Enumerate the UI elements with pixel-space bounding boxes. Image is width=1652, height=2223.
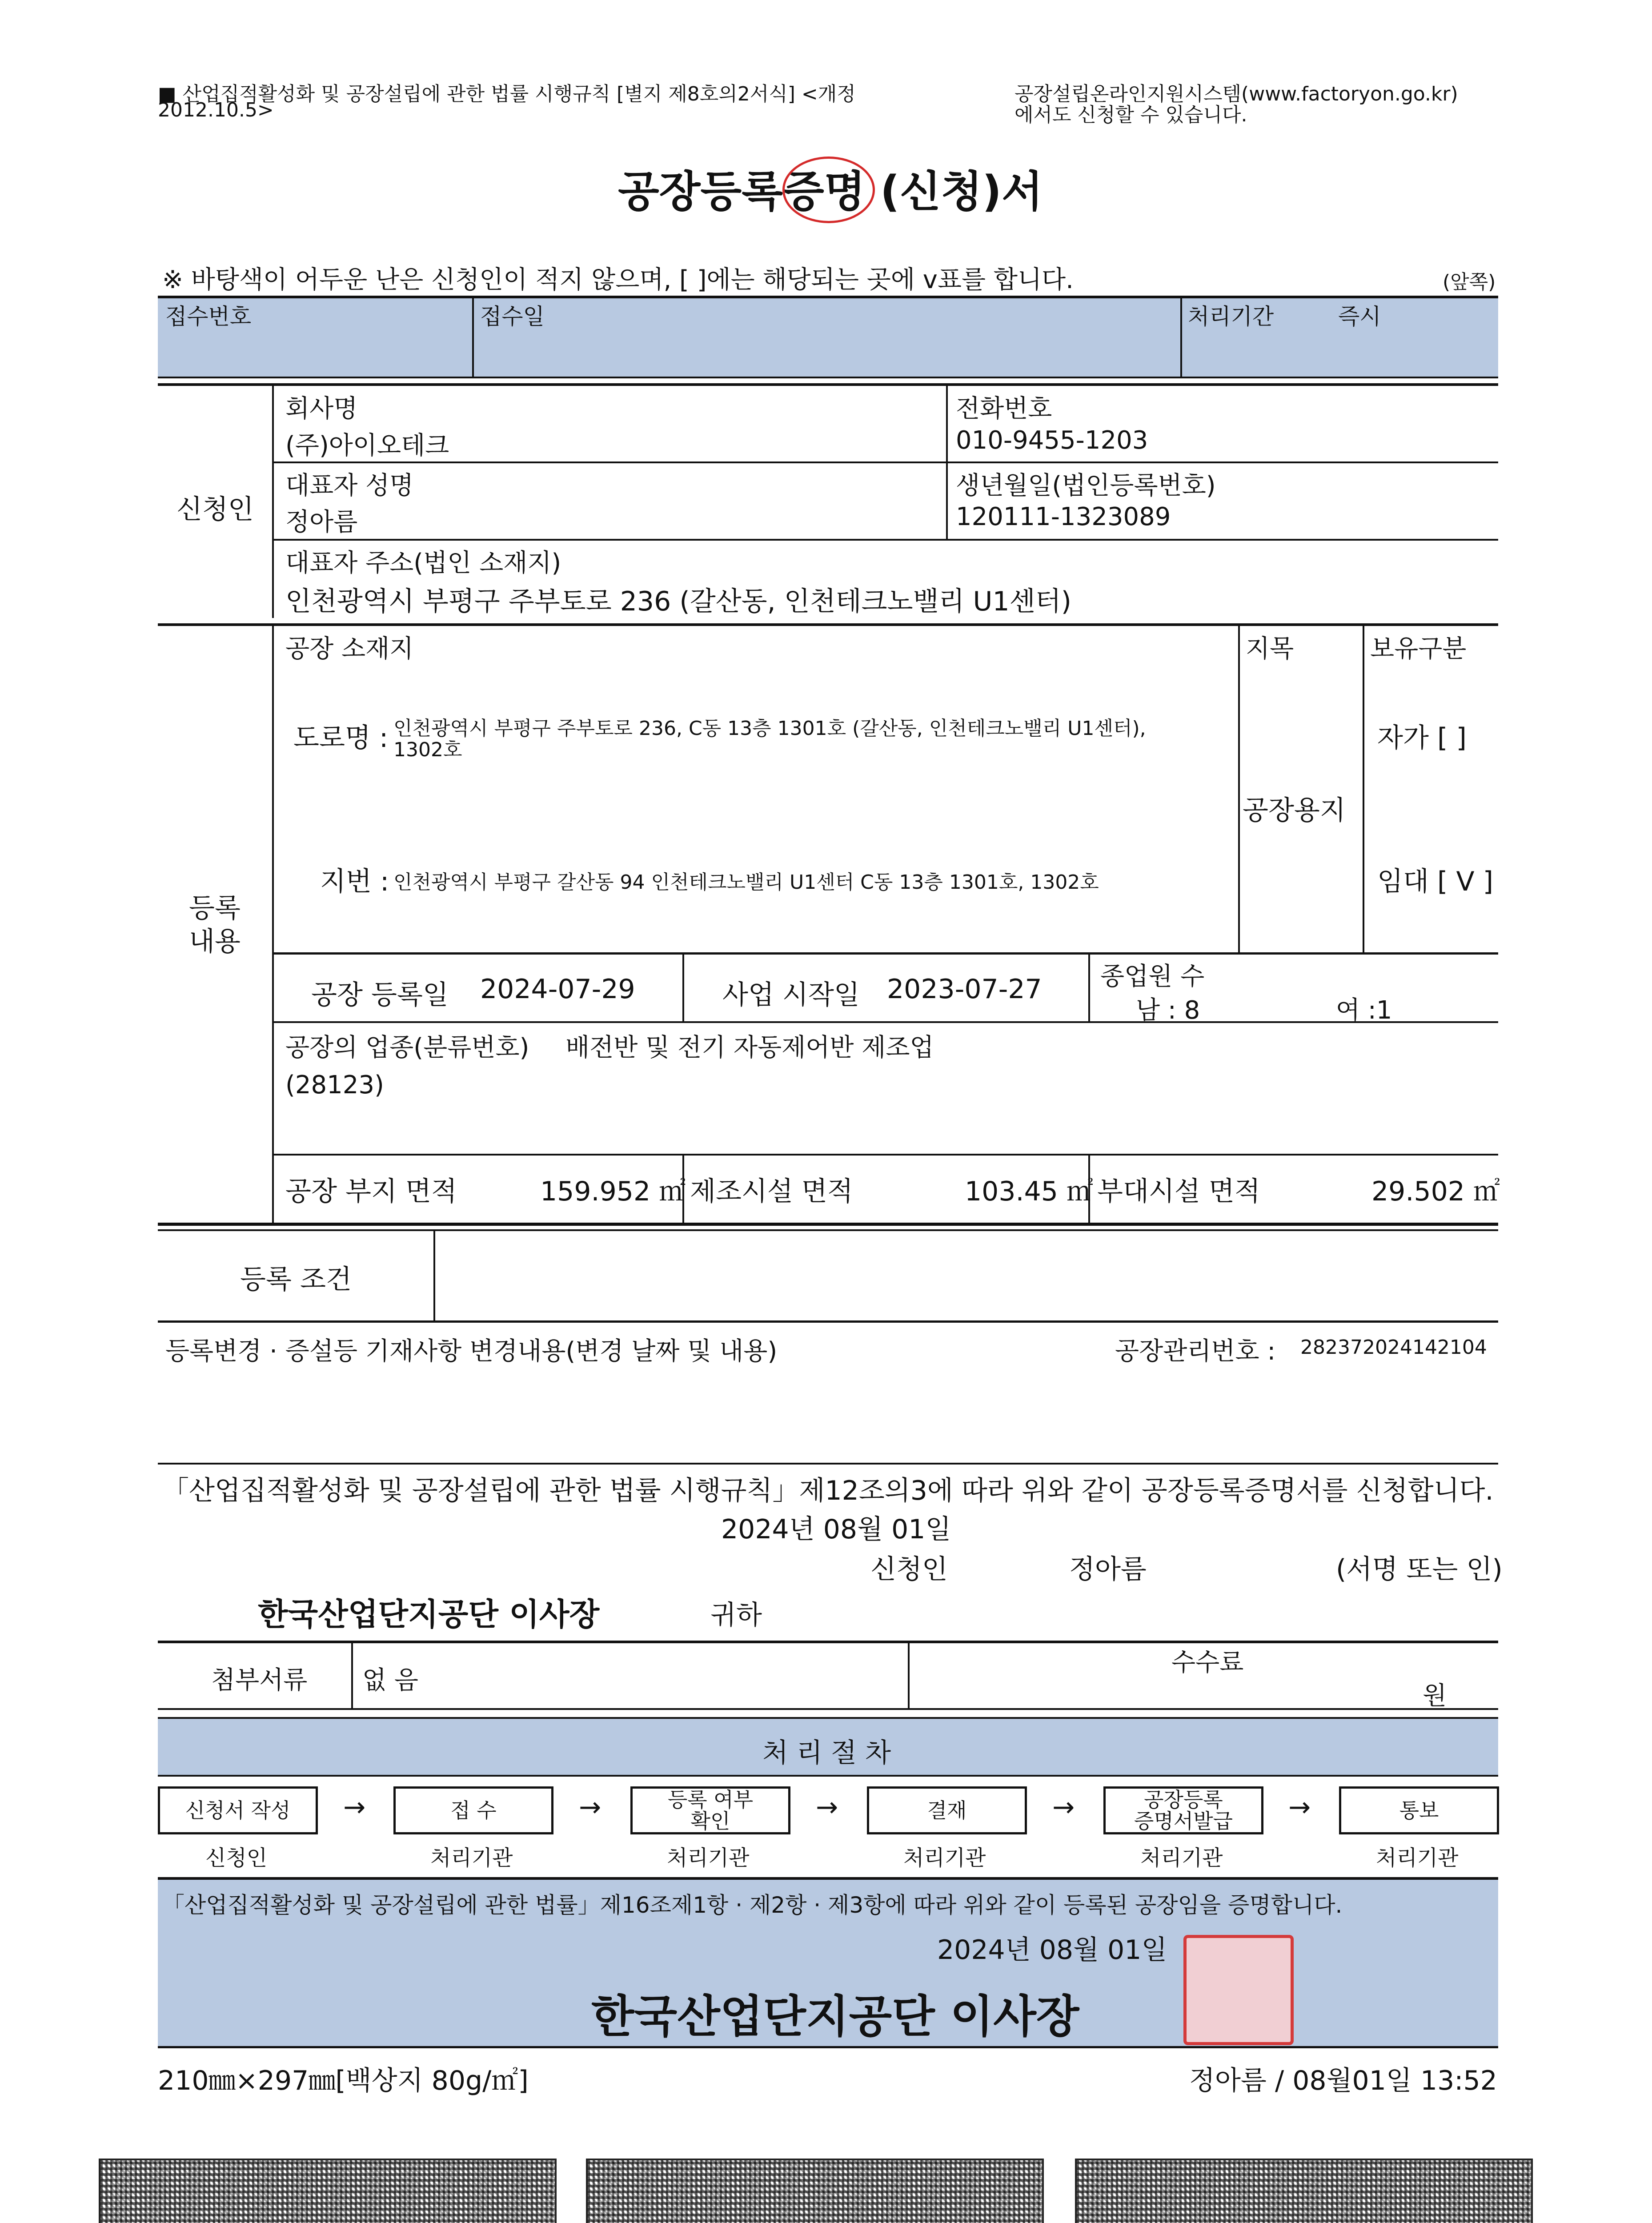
- fee-unit: 원: [1423, 1681, 1447, 1710]
- step-actor: 처리기관: [903, 1846, 986, 1870]
- processing-period-label: 처리기간: [1188, 304, 1274, 329]
- registration-section-label: 등록: [189, 893, 241, 924]
- procedure-title: 처 리 절 차: [762, 1737, 891, 1769]
- certification-text: 「산업집적활성화 및 공장설립에 관한 법률」제16조제1항 · 제2항 · 제3항에 따라 위와 같이 등록된 공장임을 증명합니다.: [162, 1892, 1343, 1918]
- registration-date: 2024-07-29: [480, 974, 635, 1005]
- step-arrow: →: [1288, 1792, 1311, 1823]
- addressee: 한국산업단지공단 이사장: [258, 1596, 600, 1633]
- employees-male: 남 : 8: [1136, 996, 1200, 1025]
- ownership-self[interactable]: 자가 [ ]: [1377, 722, 1467, 754]
- online-notice: 공장설립온라인지원시스템(www.factoryon.go.kr): [1014, 83, 1458, 105]
- issuer-name: 한국산업단지공단 이사장: [591, 1990, 1079, 2042]
- certification-date: 2024년 08월 01일: [937, 1934, 1167, 1966]
- receipt-row: [158, 296, 1498, 378]
- company-name-label: 회사명: [285, 394, 358, 423]
- barcode-2: [586, 2159, 1044, 2223]
- step-approval: 결재: [867, 1786, 1027, 1834]
- form-reference-date: 2012.10.5>: [158, 99, 274, 121]
- employees-female: 여 :1: [1336, 996, 1392, 1025]
- industry-code: (28123): [285, 1071, 384, 1099]
- road-address-cont: 1302호: [393, 738, 462, 761]
- application-statement: 「산업집적활성화 및 공장설립에 관한 법률 시행규칙」제12조의3에 따라 위와 같이 공장등록증명서를 신청합니다.: [162, 1475, 1494, 1506]
- land-category-label: 지목: [1246, 634, 1294, 663]
- manufacturing-area-label: 제조시설 면적: [690, 1176, 853, 1207]
- application-date: 2024년 08월 01일: [721, 1514, 951, 1545]
- land-category: 공장용지: [1243, 795, 1346, 826]
- notice-text: ※ 바탕색이 어두운 난은 신청인이 적지 않으며, [ ]에는 해당되는 곳에 v표를 합니다.: [162, 265, 1074, 294]
- step-arrow: →: [816, 1792, 838, 1823]
- attachments-value: 없 음: [362, 1666, 418, 1695]
- auxiliary-area: 29.502 ㎡: [1371, 1176, 1500, 1207]
- print-timestamp: 정아름 / 08월01일 13:52: [1189, 2065, 1497, 2096]
- address-label: 대표자 주소(법인 소재지): [285, 549, 561, 578]
- processing-period-value: 즉시: [1338, 304, 1381, 329]
- industry-label: 공장의 업종(분류번호): [285, 1033, 529, 1062]
- page-side: (앞쪽): [1443, 271, 1496, 293]
- registration-section-label-2: 내용: [189, 926, 241, 957]
- site-area-label: 공장 부지 면적: [285, 1176, 457, 1207]
- step-arrow: →: [1052, 1792, 1075, 1823]
- factory-location-label: 공장 소재지: [285, 634, 414, 663]
- representative-name: 정아름: [285, 508, 358, 537]
- address: 인천광역시 부평구 주부토로 236 (갈산동, 인천테크노밸리 U1센터): [285, 586, 1071, 617]
- business-start-date: 2023-07-27: [887, 974, 1042, 1005]
- road-address-label: 도로명 :: [293, 722, 389, 754]
- manufacturing-area: 103.45 ㎡: [965, 1176, 1094, 1207]
- receipt-number-label: 접수번호: [165, 304, 252, 329]
- auxiliary-area-label: 부대시설 면적: [1097, 1176, 1260, 1207]
- industry-name: 배전반 및 전기 자동제어반 제조업: [565, 1033, 934, 1062]
- registration-date-label: 공장 등록일: [311, 979, 449, 1011]
- addressee-suffix: 귀하: [710, 1600, 762, 1631]
- receipt-date-label: 접수일: [480, 304, 545, 329]
- step-actor: 처리기관: [430, 1846, 513, 1870]
- step-application: 신청서 작성: [158, 1786, 318, 1834]
- company-name: (주)아이오테크: [285, 431, 449, 460]
- step-receipt: 접 수: [393, 1786, 553, 1834]
- online-notice-2: 에서도 신청할 수 있습니다.: [1014, 104, 1247, 126]
- highlight-circle: [782, 156, 875, 223]
- attachments-label: 첨부서류: [211, 1666, 308, 1695]
- applicant-section-label: 신청인: [176, 494, 254, 525]
- employees-label: 종업원 수: [1100, 962, 1205, 991]
- form-reference: ■ 산업집적활성화 및 공장설립에 관한 법률 시행규칙 [별지 제8호의2서식] <개정: [158, 83, 856, 105]
- phone-label: 전화번호: [956, 394, 1052, 423]
- management-number-label: 공장관리번호 :: [1115, 1337, 1276, 1366]
- conditions-label: 등록 조건: [240, 1264, 352, 1295]
- step-arrow: →: [343, 1792, 366, 1823]
- step-review: 등록 여부 확인: [630, 1786, 790, 1834]
- site-area: 159.952 ㎡: [540, 1176, 686, 1207]
- ownership-label: 보유구분: [1370, 634, 1467, 663]
- changes-label: 등록변경 · 증설등 기재사항 변경내용(변경 날짜 및 내용): [165, 1337, 778, 1366]
- step-actor: 신청인: [205, 1846, 268, 1870]
- ownership-lease[interactable]: 임대 [ V ]: [1377, 866, 1493, 897]
- step-notice: 통보: [1339, 1786, 1499, 1834]
- barcode-3: [1075, 2159, 1533, 2223]
- paper-spec: 210㎜×297㎜[백상지 80g/㎡]: [158, 2065, 529, 2096]
- barcode-1: [99, 2159, 557, 2223]
- birth-label: 생년월일(법인등록번호): [956, 471, 1216, 500]
- step-actor: 처리기관: [1140, 1846, 1223, 1870]
- sign-note: (서명 또는 인): [1336, 1554, 1503, 1585]
- phone-number: 010-9455-1203: [956, 426, 1148, 455]
- step-issuance: 공장등록 증명서발급: [1103, 1786, 1263, 1834]
- birth-number: 120111-1323089: [956, 502, 1171, 531]
- business-start-label: 사업 시작일: [722, 979, 860, 1011]
- step-arrow: →: [579, 1792, 601, 1823]
- official-seal: [1183, 1935, 1294, 2045]
- page-title: 공장등록증명 (신청)서: [618, 167, 1043, 217]
- road-address: 인천광역시 부평구 주부토로 236, C동 13층 1301호 (갈산동, 인천테크노밸리 U1센터),: [393, 717, 1146, 740]
- representative-label: 대표자 성명: [285, 471, 414, 500]
- applicant-label: 신청인: [870, 1554, 948, 1585]
- management-number: 282372024142104: [1300, 1336, 1487, 1359]
- step-actor: 처리기관: [667, 1846, 750, 1870]
- step-actor: 처리기관: [1376, 1846, 1459, 1870]
- fee-label: 수수료: [1171, 1648, 1244, 1677]
- lot-address: 인천광역시 부평구 갈산동 94 인천테크노밸리 U1센터 C동 13층 1301호, 1302호: [393, 871, 1099, 894]
- applicant-name: 정아름: [1069, 1554, 1147, 1585]
- lot-address-label: 지번 :: [320, 866, 389, 897]
